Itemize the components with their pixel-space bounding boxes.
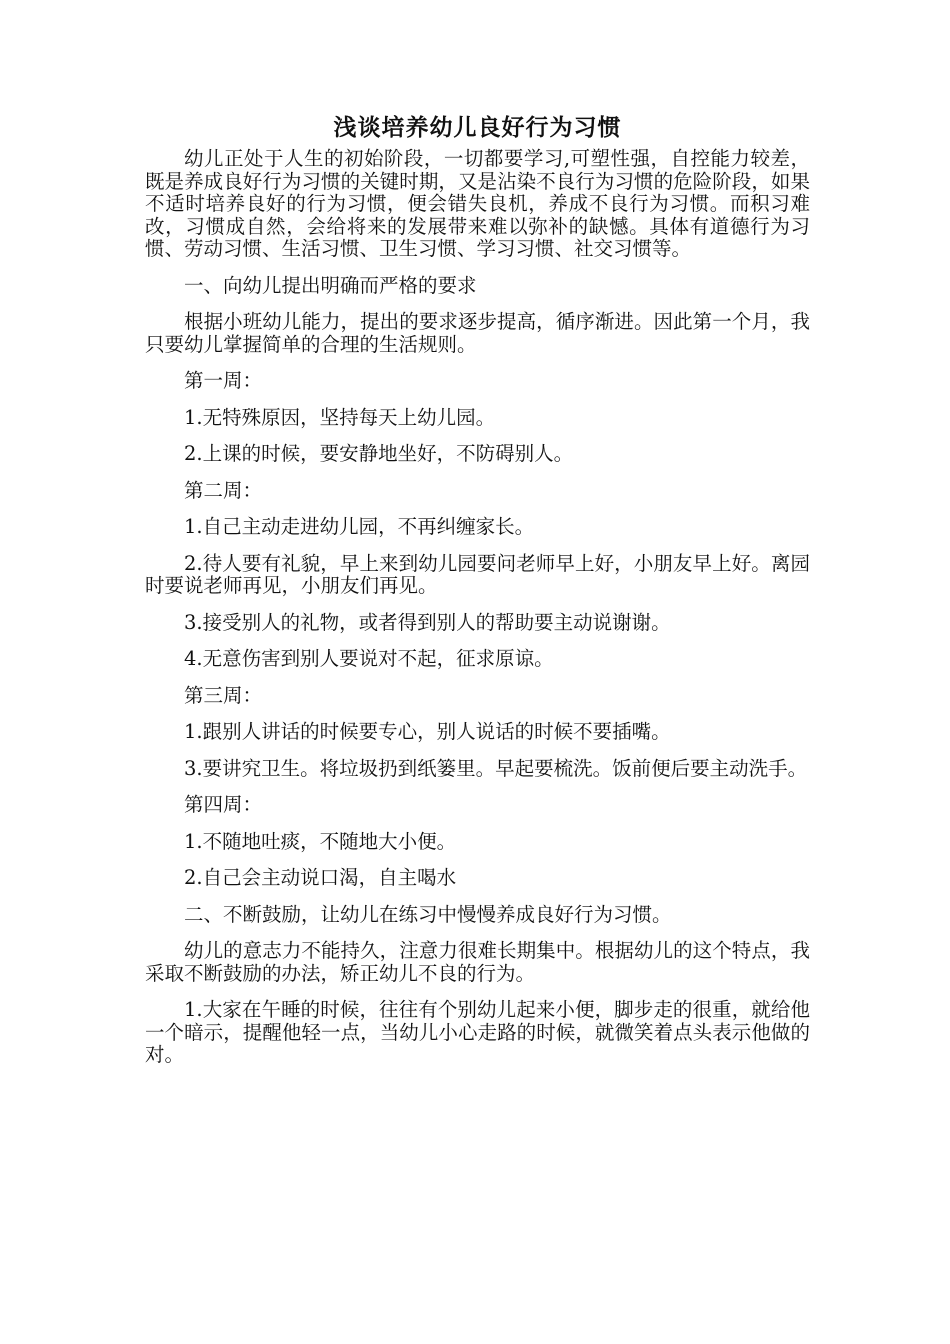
section-heading-1: 一、向幼儿提出明确而严格的要求 bbox=[184, 273, 477, 297]
week-heading-1: 第一周： bbox=[184, 369, 263, 392]
paragraph: 1.大家在午睡的时候，往往有个别幼儿起来小便，脚步走的很重，就给他一个暗示，提醒他轻一点，当幼儿小心走路的时候，就微笑着点头表示他做的对。 bbox=[145, 998, 810, 1066]
week-heading-4: 第四周： bbox=[184, 793, 263, 816]
list-item: 1.不随地吐痰，不随地大小便。 bbox=[184, 829, 457, 853]
list-item: 2.待人要有礼貌，早上来到幼儿园要问老师早上好，小朋友早上好。离园时要说老师再见，小朋友们再见。 bbox=[145, 551, 810, 597]
list-item: 1.自己主动走进幼儿园，不再纠缠家长。 bbox=[184, 515, 535, 538]
paragraph: 幼儿的意志力不能持久，注意力很难长期集中。根据幼儿的这个特点，我采取不断鼓励的办法，矫正幼儿不良的行为。 bbox=[145, 939, 810, 985]
week-heading-2: 第二周： bbox=[184, 478, 263, 502]
week-heading-3: 第三周： bbox=[184, 683, 263, 707]
document-page bbox=[145, 112, 810, 1081]
list-item: 2.自己会主动说口渴，自主喝水 bbox=[184, 866, 457, 889]
list-item: 2.上课的时候，要安静地坐好，不防碍别人。 bbox=[184, 442, 574, 465]
list-item: 1.跟别人讲话的时候要专心，别人说话的时候不要插嘴。 bbox=[184, 720, 671, 743]
document-title: 浅谈培养幼儿良好行为习惯 bbox=[333, 114, 622, 141]
list-item: 3.接受别人的礼物，或者得到别人的帮助要主动说谢谢。 bbox=[184, 610, 671, 634]
section-heading-2: 二、不断鼓励，让幼儿在练习中慢慢养成良好行为习惯。 bbox=[184, 902, 672, 926]
paragraph: 根据小班幼儿能力，提出的要求逐步提高，循序渐进。因此第一个月，我只要幼儿掌握简单的合理的生活规则。 bbox=[145, 310, 810, 356]
intro-paragraph: 幼儿正处于人生的初始阶段，一切都要学习,可塑性强，自控能力较差，既是养成良好行为习惯的关键时期，又是沾染不良行为习惯的危险阶段，如果不适时培养良好的行为习惯，便会错失良机，养成不良行为习惯。而积习难改，习惯成自然，会给将来的发展带来难以弥补的缺憾。具体有道德行为习惯、劳动习惯、生活习惯、卫生习惯、学习习惯、社交习惯等。 bbox=[145, 147, 810, 260]
list-item: 1.无特殊原因，坚持每天上幼儿园。 bbox=[184, 405, 496, 429]
list-item: 3.要讲究卫生。将垃圾扔到纸篓里。早起要梳洗。饭前便后要主动洗手。 bbox=[184, 756, 808, 780]
list-item: 4.无意伤害到别人要说对不起，征求原谅。 bbox=[184, 647, 554, 670]
